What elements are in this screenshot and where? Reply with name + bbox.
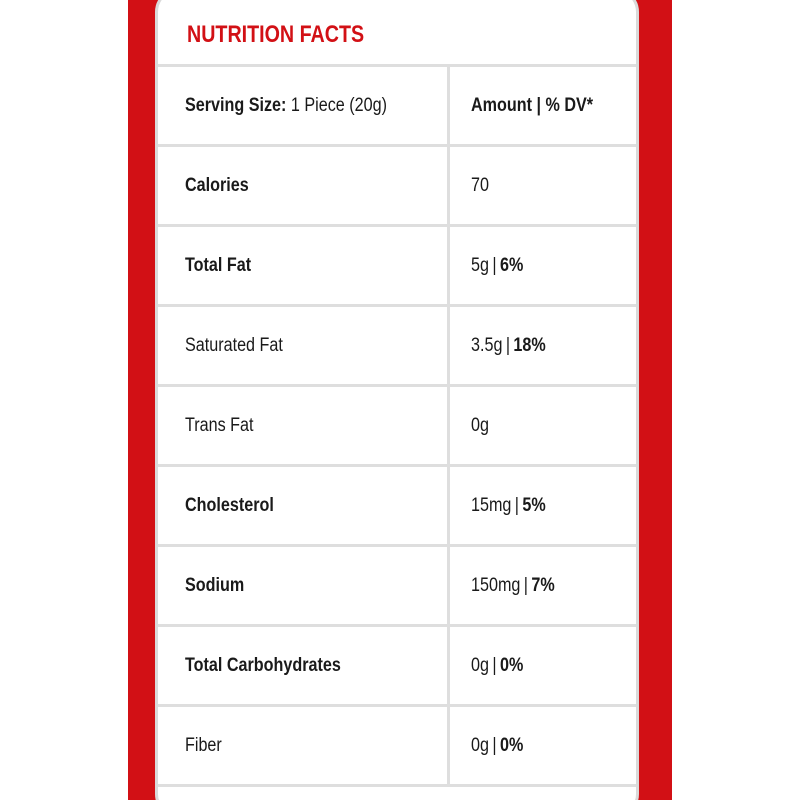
- nutrient-amount-cell: [471, 707, 523, 784]
- table-row: [158, 467, 636, 547]
- nutrition-table: [158, 64, 636, 787]
- nutrient-daily-value: 18%: [513, 334, 546, 356]
- nutrient-daily-value: 0%: [499, 654, 524, 676]
- serving-size-cell: [185, 67, 387, 144]
- nutrient-name: Sodium: [185, 574, 245, 596]
- nutrient-amount-cell: [471, 627, 523, 704]
- nutrient-name: Cholesterol: [185, 494, 274, 516]
- nutrient-daily-value: 6%: [499, 254, 524, 276]
- nutrient-amount-cell: [471, 147, 489, 224]
- nutrient-name: Fiber: [185, 734, 222, 756]
- nutrient-rows: [158, 147, 636, 787]
- nutrient-daily-value: 7%: [531, 574, 555, 596]
- amount-separator: |: [492, 654, 497, 676]
- column-divider: [447, 147, 450, 224]
- amount-separator: |: [523, 574, 528, 596]
- table-row: [158, 227, 636, 307]
- table-row: [158, 307, 636, 387]
- nutrient-name: Total Fat: [185, 254, 252, 276]
- nutrient-amount: 3.5g: [471, 334, 503, 356]
- nutrient-amount: 15mg: [471, 494, 512, 516]
- column-divider: [447, 627, 450, 704]
- column-divider: [447, 387, 450, 464]
- amount-dv-header: Amount | % DV*: [471, 94, 594, 116]
- table-row: [158, 707, 636, 787]
- nutrition-facts-title: NUTRITION FACTS: [187, 21, 365, 48]
- table-row: [158, 627, 636, 707]
- table-row: [158, 147, 636, 227]
- nutrient-amount-cell: [471, 307, 546, 384]
- amount-separator: |: [514, 494, 519, 516]
- nutrient-amount-cell: [471, 547, 555, 624]
- column-divider: [447, 467, 450, 544]
- nutrient-amount-cell: [471, 387, 489, 464]
- nutrient-name: Total Carbohydrates: [185, 654, 341, 676]
- nutrient-name: Calories: [185, 174, 249, 196]
- nutrient-amount-cell: [471, 467, 546, 544]
- column-divider: [447, 227, 450, 304]
- nutrient-amount: 5g: [471, 254, 489, 276]
- column-divider: [447, 307, 450, 384]
- table-header-row: [158, 67, 636, 147]
- column-divider: [447, 67, 450, 144]
- nutrition-facts-card: [155, 0, 639, 800]
- column-divider: [447, 707, 450, 784]
- table-row: [158, 387, 636, 467]
- nutrient-amount: 150mg: [471, 574, 521, 596]
- serving-size-label: Serving Size:: [185, 94, 287, 116]
- nutrient-amount: 0g: [471, 654, 489, 676]
- nutrient-amount: 70: [471, 174, 489, 196]
- nutrient-amount-cell: [471, 227, 523, 304]
- amount-separator: |: [492, 734, 497, 756]
- nutrient-name: Trans Fat: [185, 414, 254, 436]
- amount-separator: |: [492, 254, 497, 276]
- nutrient-daily-value: 0%: [499, 734, 524, 756]
- nutrient-name: Saturated Fat: [185, 334, 283, 356]
- nutrient-amount: 0g: [471, 414, 489, 436]
- amount-separator: |: [505, 334, 511, 356]
- serving-size-value: 1 Piece (20g): [290, 94, 387, 116]
- nutrient-daily-value: 5%: [522, 494, 546, 516]
- column-divider: [447, 547, 450, 624]
- nutrient-amount: 0g: [471, 734, 489, 756]
- table-row: [158, 547, 636, 627]
